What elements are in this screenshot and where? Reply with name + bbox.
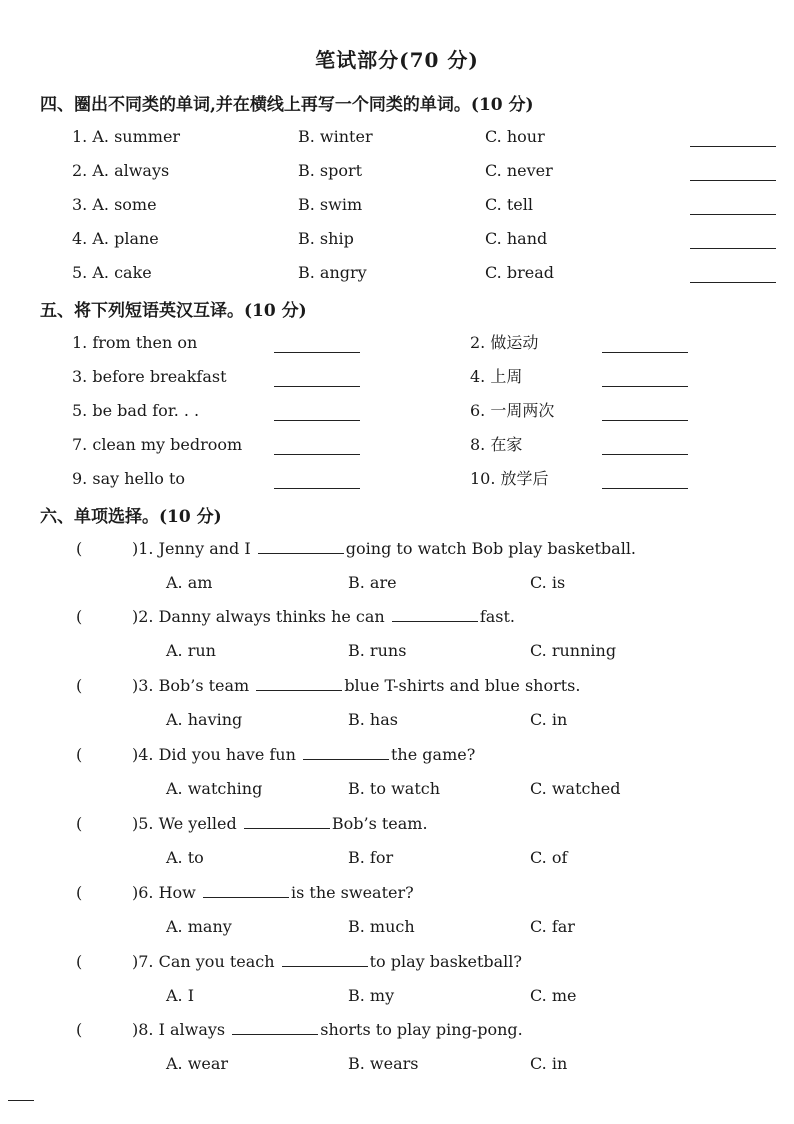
s5-row-3 <box>0 398 794 424</box>
fill-blank[interactable] <box>258 537 344 554</box>
answer-blank[interactable] <box>274 454 360 455</box>
answer-paren[interactable]: ( <box>76 952 83 971</box>
question-tail: Bob’s team. <box>331 814 428 833</box>
answer-paren[interactable]: ( <box>76 539 83 558</box>
s4-item-option-a: 1. A. summer <box>72 127 181 146</box>
question-4 <box>0 742 794 768</box>
s4-item-1 <box>0 124 794 150</box>
question-stem: )8. I always <box>132 1020 226 1039</box>
question-stem: )2. Danny always thinks he can <box>132 607 385 626</box>
answer-blank[interactable] <box>602 454 688 455</box>
s4-item-option-a: 4. A. plane <box>72 229 159 248</box>
answer-blank[interactable] <box>274 488 360 489</box>
phrase-left: 9. say hello to <box>72 469 186 488</box>
question-stem: )4. Did you have fun <box>132 745 296 764</box>
answer-blank[interactable] <box>602 420 688 421</box>
s4-item-option-c: C. hour <box>485 127 545 146</box>
question-text <box>132 1017 523 1043</box>
s4-item-option-a: 3. A. some <box>72 195 157 214</box>
question-1-options <box>0 570 794 596</box>
option-a[interactable]: A. having <box>166 710 243 729</box>
s4-item-4 <box>0 226 794 252</box>
s4-item-option-b: B. ship <box>298 229 354 248</box>
option-b[interactable]: B. wears <box>348 1054 419 1073</box>
s4-item-option-b: B. angry <box>298 263 367 282</box>
s5-row-4 <box>0 432 794 458</box>
s4-item-option-a: 2. A. always <box>72 161 170 180</box>
answer-blank[interactable] <box>690 214 776 215</box>
option-b[interactable]: B. to watch <box>348 779 441 798</box>
question-text <box>132 742 475 768</box>
option-a[interactable]: A. wear <box>166 1054 229 1073</box>
question-stem: )1. Jenny and I <box>132 539 251 558</box>
section-4-heading: 四、圈出不同类的单词,并在横线上再写一个同类的单词。(10 分) <box>40 95 534 115</box>
phrase-right: 8. 在家 <box>470 435 523 454</box>
question-stem: )5. We yelled <box>132 814 237 833</box>
section-6-heading: 六、单项选择。(10 分) <box>40 507 222 527</box>
option-a[interactable]: A. am <box>166 573 213 592</box>
option-a[interactable]: A. many <box>166 917 232 936</box>
fill-blank[interactable] <box>244 812 330 829</box>
answer-blank[interactable] <box>690 282 776 283</box>
phrase-right: 6. 一周两次 <box>470 401 555 420</box>
answer-blank[interactable] <box>690 180 776 181</box>
answer-paren[interactable]: ( <box>76 607 83 626</box>
question-7-options <box>0 983 794 1009</box>
question-text <box>132 673 580 699</box>
question-8-options <box>0 1051 794 1077</box>
phrase-left: 5. be bad for. . . <box>72 401 200 420</box>
fill-blank[interactable] <box>303 743 389 760</box>
option-c[interactable]: C. far <box>530 917 575 936</box>
question-text <box>132 536 636 562</box>
question-6-options <box>0 914 794 940</box>
option-c[interactable]: C. watched <box>530 779 621 798</box>
option-b[interactable]: B. my <box>348 986 395 1005</box>
fill-blank[interactable] <box>232 1018 318 1035</box>
question-tail: blue T-shirts and blue shorts. <box>344 676 581 695</box>
question-8 <box>0 1017 794 1043</box>
s4-item-2 <box>0 158 794 184</box>
answer-paren[interactable]: ( <box>76 676 83 695</box>
option-b[interactable]: B. has <box>348 710 398 729</box>
option-b[interactable]: B. runs <box>348 641 407 660</box>
phrase-left: 3. before breakfast <box>72 367 227 386</box>
question-tail: going to watch Bob play basketball. <box>345 539 637 558</box>
option-c[interactable]: C. in <box>530 710 568 729</box>
question-3-options <box>0 707 794 733</box>
question-tail: is the sweater? <box>290 883 414 902</box>
option-a[interactable]: A. watching <box>166 779 263 798</box>
phrase-left: 1. from then on <box>72 333 198 352</box>
option-b[interactable]: B. for <box>348 848 394 867</box>
option-c[interactable]: C. of <box>530 848 568 867</box>
option-a[interactable]: A. run <box>166 641 216 660</box>
phrase-left: 7. clean my bedroom <box>72 435 243 454</box>
question-tail: the game? <box>391 745 476 764</box>
s4-item-option-c: C. hand <box>485 229 548 248</box>
question-5 <box>0 811 794 837</box>
question-4-options <box>0 776 794 802</box>
s4-item-option-b: B. swim <box>298 195 363 214</box>
answer-blank[interactable] <box>602 386 688 387</box>
section-5-heading: 五、将下列短语英汉互译。(10 分) <box>40 301 307 321</box>
option-c[interactable]: C. in <box>530 1054 568 1073</box>
answer-blank[interactable] <box>690 146 776 147</box>
option-c[interactable]: C. me <box>530 986 577 1005</box>
s5-row-1 <box>0 330 794 356</box>
question-tail: fast. <box>479 607 516 626</box>
phrase-right: 4. 上周 <box>470 367 523 386</box>
question-1 <box>0 536 794 562</box>
s4-item-5 <box>0 260 794 286</box>
question-text <box>132 811 428 837</box>
page-title: 笔试部分(70 分) <box>315 48 479 72</box>
question-stem: )7. Can you teach <box>132 952 275 971</box>
option-c[interactable]: C. running <box>530 641 617 660</box>
answer-paren[interactable]: ( <box>76 1020 83 1039</box>
s5-row-5 <box>0 466 794 492</box>
s4-item-3 <box>0 192 794 218</box>
question-tail: shorts to play ping-pong. <box>320 1020 523 1039</box>
fill-blank[interactable] <box>282 950 368 967</box>
answer-blank[interactable] <box>274 420 360 421</box>
answer-paren[interactable]: ( <box>76 745 83 764</box>
fill-blank[interactable] <box>203 881 289 898</box>
answer-paren[interactable]: ( <box>76 883 83 902</box>
answer-blank[interactable] <box>274 352 360 353</box>
question-tail: to play basketball? <box>369 952 522 971</box>
option-c[interactable]: C. is <box>530 573 566 592</box>
phrase-right: 10. 放学后 <box>470 469 549 488</box>
question-text <box>132 949 522 975</box>
s4-item-option-c: C. never <box>485 161 553 180</box>
s5-row-2 <box>0 364 794 390</box>
s4-item-option-b: B. winter <box>298 127 373 146</box>
option-a[interactable]: A. I <box>166 986 195 1005</box>
question-3 <box>0 673 794 699</box>
question-2-options <box>0 638 794 664</box>
phrase-right: 2. 做运动 <box>470 333 539 352</box>
answer-blank[interactable] <box>602 352 688 353</box>
answer-blank[interactable] <box>602 488 688 489</box>
answer-blank[interactable] <box>274 386 360 387</box>
answer-blank[interactable] <box>690 248 776 249</box>
page-footer-rule <box>8 1100 34 1101</box>
s4-item-option-a: 5. A. cake <box>72 263 152 282</box>
question-stem: )6. How <box>132 883 196 902</box>
fill-blank[interactable] <box>256 674 342 691</box>
question-7 <box>0 949 794 975</box>
answer-paren[interactable]: ( <box>76 814 83 833</box>
s4-item-option-b: B. sport <box>298 161 363 180</box>
question-text <box>132 880 414 906</box>
question-stem: )3. Bob’s team <box>132 676 250 695</box>
question-text <box>132 604 515 630</box>
s4-item-option-c: C. bread <box>485 263 554 282</box>
fill-blank[interactable] <box>392 605 478 622</box>
s4-item-option-c: C. tell <box>485 195 533 214</box>
question-5-options <box>0 845 794 871</box>
question-2 <box>0 604 794 630</box>
question-6 <box>0 880 794 906</box>
option-b[interactable]: B. much <box>348 917 415 936</box>
option-b[interactable]: B. are <box>348 573 397 592</box>
option-a[interactable]: A. to <box>166 848 204 867</box>
